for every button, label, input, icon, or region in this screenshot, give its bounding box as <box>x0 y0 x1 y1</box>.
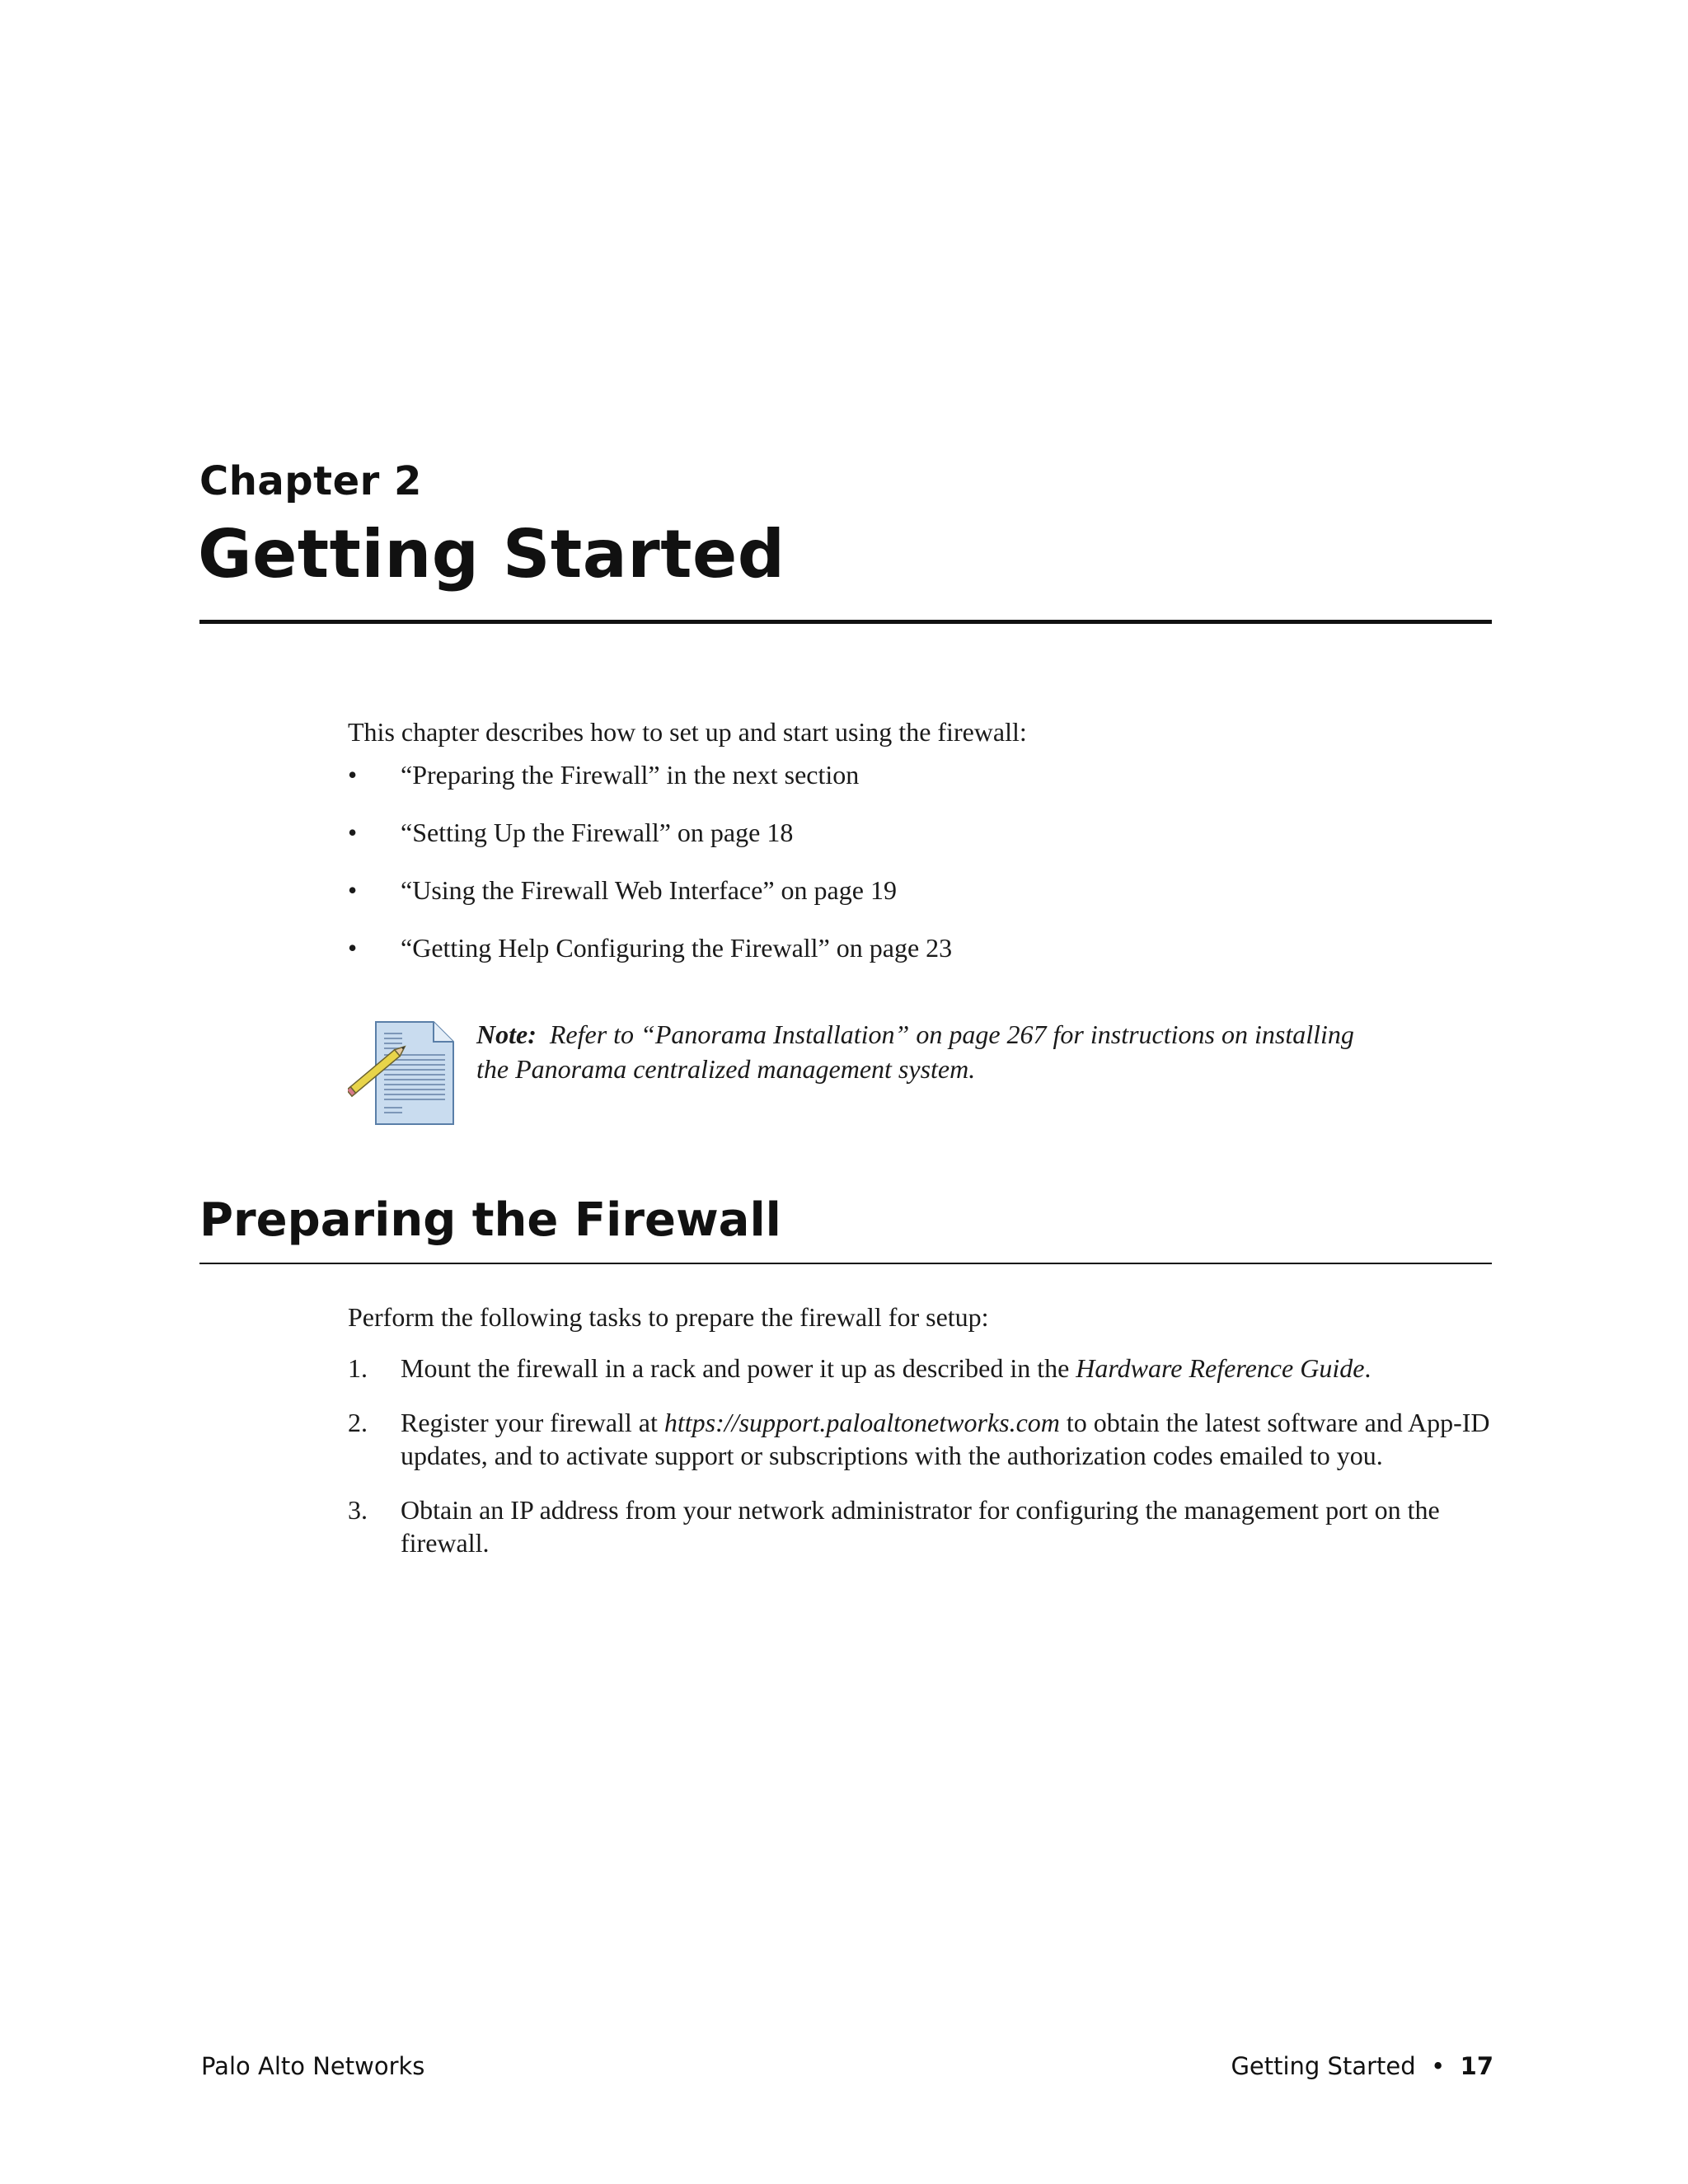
bullet: • <box>348 818 358 847</box>
list-item <box>348 1352 1493 1385</box>
section-title: Preparing the Firewall <box>199 1193 781 1247</box>
page-number: 17 <box>1460 2052 1493 2080</box>
topic-link-web-interface[interactable]: “Using the Firewall Web Interface” on page 19 <box>401 875 897 905</box>
footer-chapter: Getting Started <box>1231 2052 1416 2080</box>
footer-company: Palo Alto Networks <box>201 2052 425 2080</box>
note-pencil-icon <box>348 1017 460 1129</box>
bullet: • <box>348 875 358 905</box>
list-item <box>348 931 952 989</box>
chapter-divider <box>199 620 1492 624</box>
step-text: Mount the firewall in a rack and power it up as described in the <box>401 1353 1076 1383</box>
step-text-end: to obtain the latest software and App-ID updates, and to activate support or subscriptions with the authorization codes emailed to you. <box>401 1408 1490 1470</box>
step-number: 3. <box>348 1495 368 1525</box>
note-label: Note: <box>476 1019 537 1049</box>
step-number: 1. <box>348 1353 368 1383</box>
step-text-end: . <box>1364 1353 1372 1383</box>
setup-steps-list <box>348 1352 1493 1581</box>
section-intro: Perform the following tasks to prepare the firewall for setup: <box>348 1302 989 1332</box>
list-item <box>348 816 952 874</box>
bullet: • <box>348 760 358 790</box>
step-text: Obtain an IP address from your network administrator for configuring the management port on the firewall. <box>401 1495 1440 1558</box>
bullet: • <box>348 933 358 963</box>
step-text: Register your firewall at <box>401 1408 664 1437</box>
note-text <box>476 1017 1383 1086</box>
list-item <box>348 874 952 931</box>
list-item <box>348 758 952 816</box>
section-divider <box>199 1263 1492 1264</box>
support-url-link[interactable]: https://support.paloaltonetworks.com <box>663 1408 1060 1437</box>
topic-link-getting-help[interactable]: “Getting Help Configuring the Firewall” on page 23 <box>401 933 953 963</box>
chapter-label: Chapter 2 <box>199 458 422 504</box>
topic-link-preparing[interactable]: “Preparing the Firewall” in the next section <box>401 760 860 790</box>
list-item <box>348 1493 1493 1559</box>
note-body: Refer to “Panorama Installation” on page 267 for instructions on installing the Panorama centralized management system. <box>476 1019 1354 1084</box>
intro-paragraph: This chapter describes how to set up and start using the firewall: <box>348 717 1027 747</box>
step-number: 2. <box>348 1408 368 1437</box>
note-callout <box>348 1017 1502 1132</box>
step-emphasis: Hardware Reference Guide <box>1076 1353 1365 1383</box>
list-item <box>348 1406 1493 1472</box>
footer-separator: • <box>1431 2052 1446 2080</box>
footer-page-info <box>1231 2052 1493 2080</box>
chapter-topics-list <box>348 758 952 989</box>
topic-link-setting-up[interactable]: “Setting Up the Firewall” on page 18 <box>401 818 794 847</box>
chapter-title: Getting Started <box>198 516 785 593</box>
